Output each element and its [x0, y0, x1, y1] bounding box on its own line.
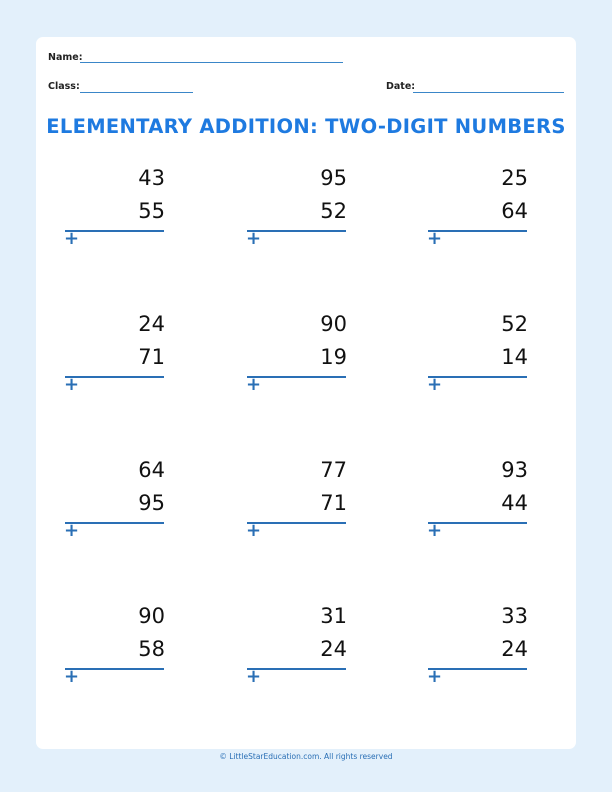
addition-problem — [247, 166, 347, 256]
addend-top: 64 — [138, 458, 165, 482]
plus-sign: + — [64, 666, 80, 687]
date-label: Date: — [386, 81, 416, 92]
addition-problem — [428, 604, 528, 694]
addend-bottom: 19 — [320, 345, 347, 369]
class-label: Class: — [48, 81, 80, 92]
addend-bottom: 64 — [501, 199, 528, 223]
plus-sign: + — [64, 520, 80, 541]
plus-sign: + — [64, 228, 80, 249]
addition-problem — [65, 604, 165, 694]
addend-bottom: 95 — [138, 491, 165, 515]
name-label: Name: — [48, 52, 83, 63]
plus-sign: + — [64, 374, 80, 395]
addition-problem — [65, 458, 165, 548]
answer-line[interactable] — [247, 230, 346, 232]
worksheet-title: ELEMENTARY ADDITION: TWO-DIGIT NUMBERS — [46, 115, 566, 138]
addition-problem — [247, 604, 347, 694]
copyright-footer: © LittleStarEducation.com. All rights reserved — [219, 752, 393, 761]
answer-line[interactable] — [65, 230, 164, 232]
answer-line[interactable] — [428, 522, 527, 524]
addend-bottom: 14 — [501, 345, 528, 369]
addend-top: 25 — [501, 166, 528, 190]
addition-problem — [65, 312, 165, 402]
addend-top: 95 — [320, 166, 347, 190]
plus-sign: + — [246, 228, 262, 249]
answer-line[interactable] — [65, 376, 164, 378]
worksheet-page — [36, 37, 576, 749]
addend-bottom: 44 — [501, 491, 528, 515]
addition-problem — [247, 312, 347, 402]
name-field[interactable] — [80, 62, 343, 63]
addend-top: 24 — [138, 312, 165, 336]
addend-bottom: 71 — [138, 345, 165, 369]
addend-top: 90 — [320, 312, 347, 336]
addend-bottom: 24 — [320, 637, 347, 661]
addition-problem — [247, 458, 347, 548]
answer-line[interactable] — [247, 668, 346, 670]
addend-top: 52 — [501, 312, 528, 336]
addend-bottom: 71 — [320, 491, 347, 515]
answer-line[interactable] — [247, 522, 346, 524]
addend-top: 93 — [501, 458, 528, 482]
answer-line[interactable] — [428, 376, 527, 378]
answer-line[interactable] — [65, 668, 164, 670]
plus-sign: + — [427, 228, 443, 249]
plus-sign: + — [246, 374, 262, 395]
addend-top: 43 — [138, 166, 165, 190]
plus-sign: + — [427, 374, 443, 395]
answer-line[interactable] — [65, 522, 164, 524]
date-field[interactable] — [413, 92, 564, 93]
plus-sign: + — [427, 666, 443, 687]
addend-bottom: 24 — [501, 637, 528, 661]
addend-top: 31 — [320, 604, 347, 628]
answer-line[interactable] — [247, 376, 346, 378]
plus-sign: + — [246, 520, 262, 541]
addition-problem — [428, 458, 528, 548]
addend-top: 77 — [320, 458, 347, 482]
plus-sign: + — [246, 666, 262, 687]
addend-bottom: 52 — [320, 199, 347, 223]
addition-problem — [428, 166, 528, 256]
answer-line[interactable] — [428, 668, 527, 670]
addition-problem — [428, 312, 528, 402]
addend-top: 90 — [138, 604, 165, 628]
addend-bottom: 58 — [138, 637, 165, 661]
addend-top: 33 — [501, 604, 528, 628]
addition-problem — [65, 166, 165, 256]
addend-bottom: 55 — [138, 199, 165, 223]
plus-sign: + — [427, 520, 443, 541]
answer-line[interactable] — [428, 230, 527, 232]
class-field[interactable] — [80, 92, 193, 93]
